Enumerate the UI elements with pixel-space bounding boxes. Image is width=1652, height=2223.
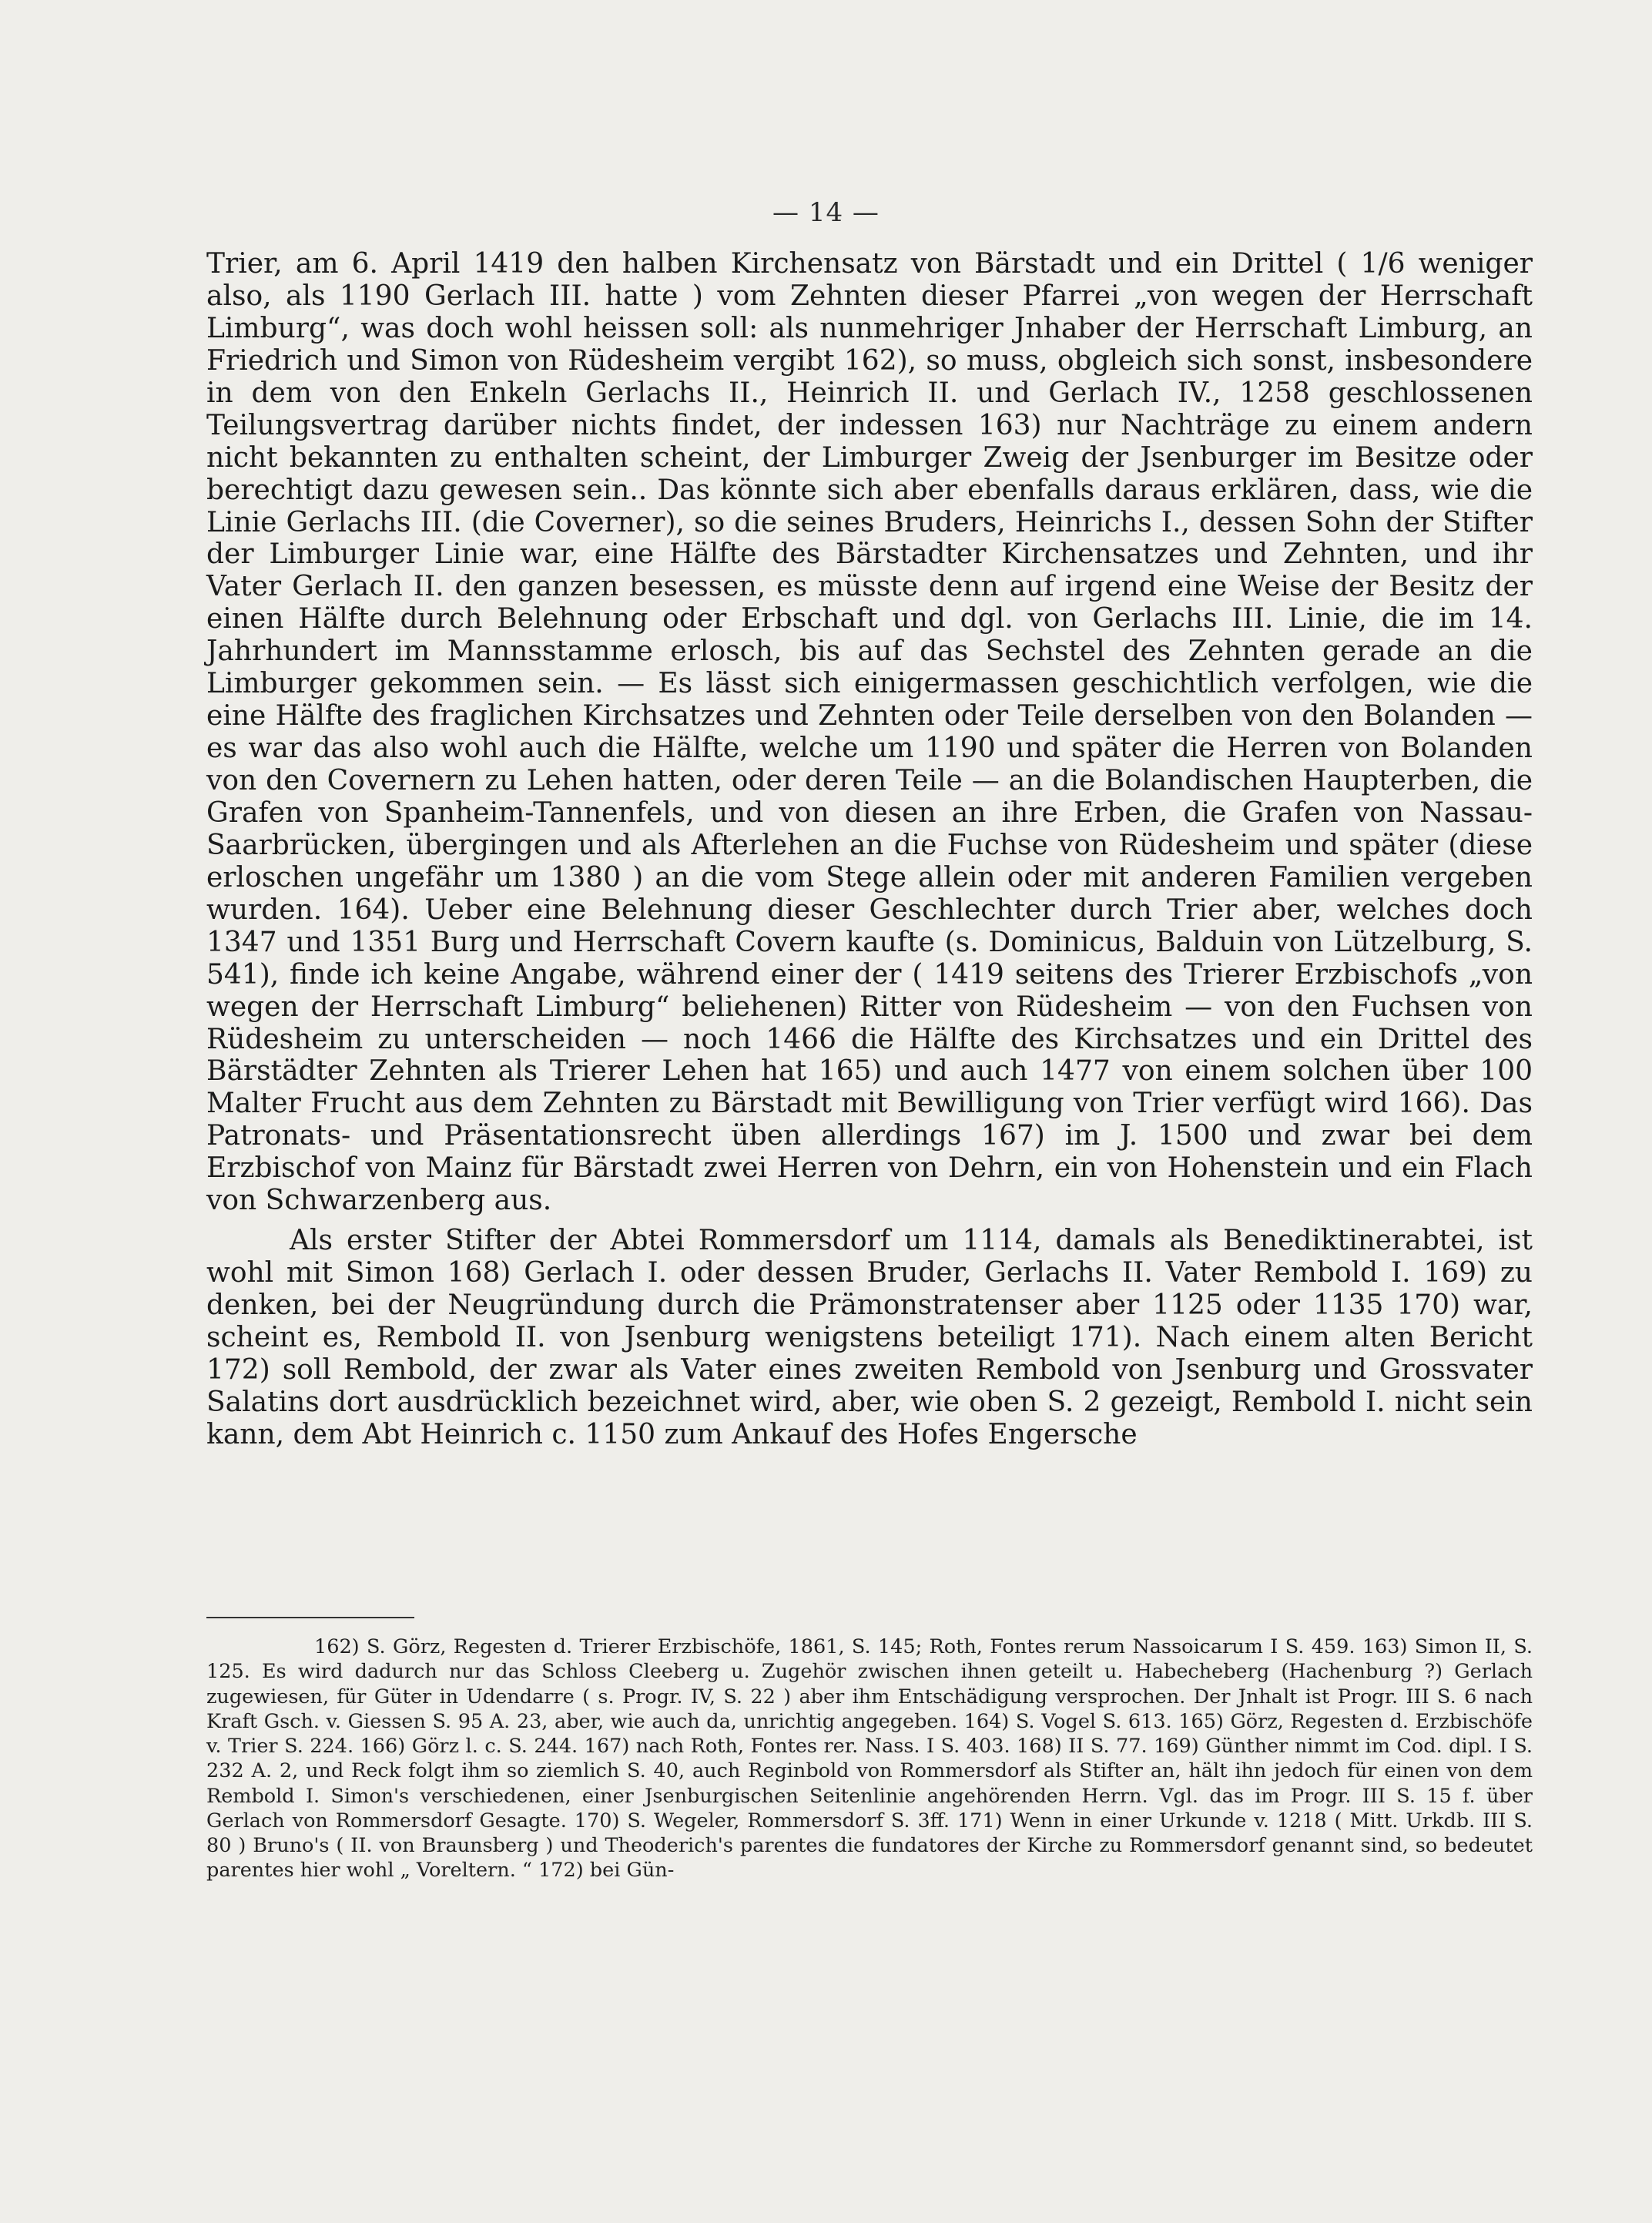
paragraph-2: Als erster Stifter der Abtei Rommersdorf um 1114, damals als Benediktinerabtei, ist wohl mit Simon 168) Gerlach I. oder dessen Bruder, Gerlachs II. Vater Rembold I. 169) zu denken, bei der Neugründung durch die Prämonstratenser aber 1125 oder 1135 170) war, scheint es, Rembold II. von Jsenburg wenigstens beteiligt 171). Nach einem alten Bericht 172) soll Rembold, der zwar als Vater eines zweiten Rembold von Jsenburg und Grossvater Salatins dort ausdrücklich bezeichnet wird, aber, wie oben S. 2 gezeigt, Rembold I. nicht sein kann, dem Abt Heinrich c. 1150 zum Ankauf des Hofes Engersche	[206, 1225, 1533, 1450]
footnote-separator	[206, 1617, 414, 1618]
page-number: — 14 —	[772, 197, 880, 228]
paragraph-1: Trier, am 6. April 1419 den halben Kirchensatz von Bärstadt und ein Drittel ( 1/6 weniger also, als 1190 Gerlach III. hatte ) vom Zehnten dieser Pfarrei „von wegen der Herrschaft Limburg“, was doch wohl heissen soll: als nunmehriger Jnhaber der Herrschaft Limburg, an Friedrich und Simon von Rüdesheim vergibt 162), so muss, obgleich sich sonst, insbesondere in dem von den Enkeln Gerlachs II., Heinrich II. und Gerlach IV., 1258 geschlossenen Teilungsvertrag darüber nichts findet, der indessen 163) nur Nachträge zu einem andern nicht bekannten zu enthalten scheint, der Limburger Zweig der Jsenburger im Besitze oder berechtigt dazu gewesen sein.. Das könnte sich aber ebenfalls daraus erklären, dass, wie die Linie Gerlachs III. (die Coverner), so die seines Bruders, Heinrichs I., dessen Sohn der Stifter der Limburger Linie war, eine Hälfte des Bärstadter Kirchensatzes und Zehnten, und ihr Vater Gerlach II. den ganzen besessen, es müsste denn auf irgend eine Weise der Besitz der einen Hälfte durch Belehnung oder Erbschaft und dgl. von Gerlachs III. Linie, die im 14. Jahrhundert im Mannsstamme erlosch, bis auf das Sechstel des Zehnten gerade an die Limburger gekommen sein. — Es lässt sich einigermassen geschichtlich verfolgen, wie die eine Hälfte des fraglichen Kirchsatzes und Zehnten oder Teile derselben von den Bolanden — es war das also wohl auch die Hälfte, welche um 1190 und später die Herren von Bolanden von den Covernern zu Lehen hatten, oder deren Teile — an die Bolandischen Haupterben, die Grafen von Spanheim-Tannenfels, und von diesen an ihre Erben, die Grafen von Nassau-Saarbrücken, übergingen und als Afterlehen an die Fuchse von Rüdesheim und später (diese erloschen ungefähr um 1380 ) an die vom Stege allein oder mit anderen Familien vergeben wurden. 164). Ueber eine Belehnung dieser Geschlechter durch Trier aber, welches doch 1347 und 1351 Burg und Herrschaft Covern kaufte (s. Dominicus, Balduin von Lützelburg, S. 541), finde ich keine Angabe, während einer der ( 1419 seitens des Trierer Erzbischofs „von wegen der Herrschaft Limburg“ beliehenen) Ritter von Rüdesheim — von den Fuchsen von Rüdesheim zu unterscheiden — noch 1466 die Hälfte des Kirchsatzes und ein Drittel des Bärstädter Zehnten als Trierer Lehen hat 165) und auch 1477 von einem solchen über 100 Malter Frucht aus dem Zehnten zu Bärstadt mit Bewilligung von Trier verfügt wird 166). Das Patronats- und Präsentationsrecht üben allerdings 167) im J. 1500 und zwar bei dem Erzbischof von Mainz für Bärstadt zwei Herren von Dehrn, ein von Hohenstein und ein Flach von Schwarzenberg aus.	[206, 248, 1533, 1217]
footnotes	[206, 1635, 1533, 1883]
footnote-text: 162) S. Görz, Regesten d. Trierer Erzbischöfe, 1861, S. 145; Roth, Fontes rerum Nassoicarum I S. 459. 163) Simon II, S. 125. Es wird dadurch nur das Schloss Cleeberg u. Zugehör zwischen ihnen geteilt u. Habecheberg (Hachenburg ?) Gerlach zugewiesen, für Güter in Udendarre ( s. Progr. IV, S. 22 ) aber ihm Entschädigung versprochen. Der Jnhalt ist Progr. III S. 6 nach Kraft Gsch. v. Giessen S. 95 A. 23, aber, wie auch da, unrichtig angegeben. 164) S. Vogel S. 613. 165) Görz, Regesten d. Erzbischöfe v. Trier S. 224. 166) Görz l. c. S. 244. 167) nach Roth, Fontes rer. Nass. I S. 403. 168) II S. 77. 169) Günther nimmt im Cod. dipl. I S. 232 A. 2, und Reck folgt ihm so ziemlich S. 40, auch Reginbold von Rommersdorf als Stifter an, hält ihn jedoch für einen von dem Rembold I. Simon's verschiedenen, einer Jsenburgischen Seitenlinie angehörenden Herrn. Vgl. das im Progr. III S. 15 f. über Gerlach von Rommersdorf Gesagte. 170) S. Wegeler, Rommersdorf S. 3ff. 171) Wenn in einer Urkunde v. 1218 ( Mitt. Urkdb. III S. 80 ) Bruno's ( II. von Braunsberg ) und Theoderich's parentes die fundatores der Kirche zu Rommersdorf genannt sind, so bedeutet parentes hier wohl „ Voreltern. “ 172) bei Gün-	[206, 1635, 1533, 1883]
main-text	[206, 248, 1533, 1451]
